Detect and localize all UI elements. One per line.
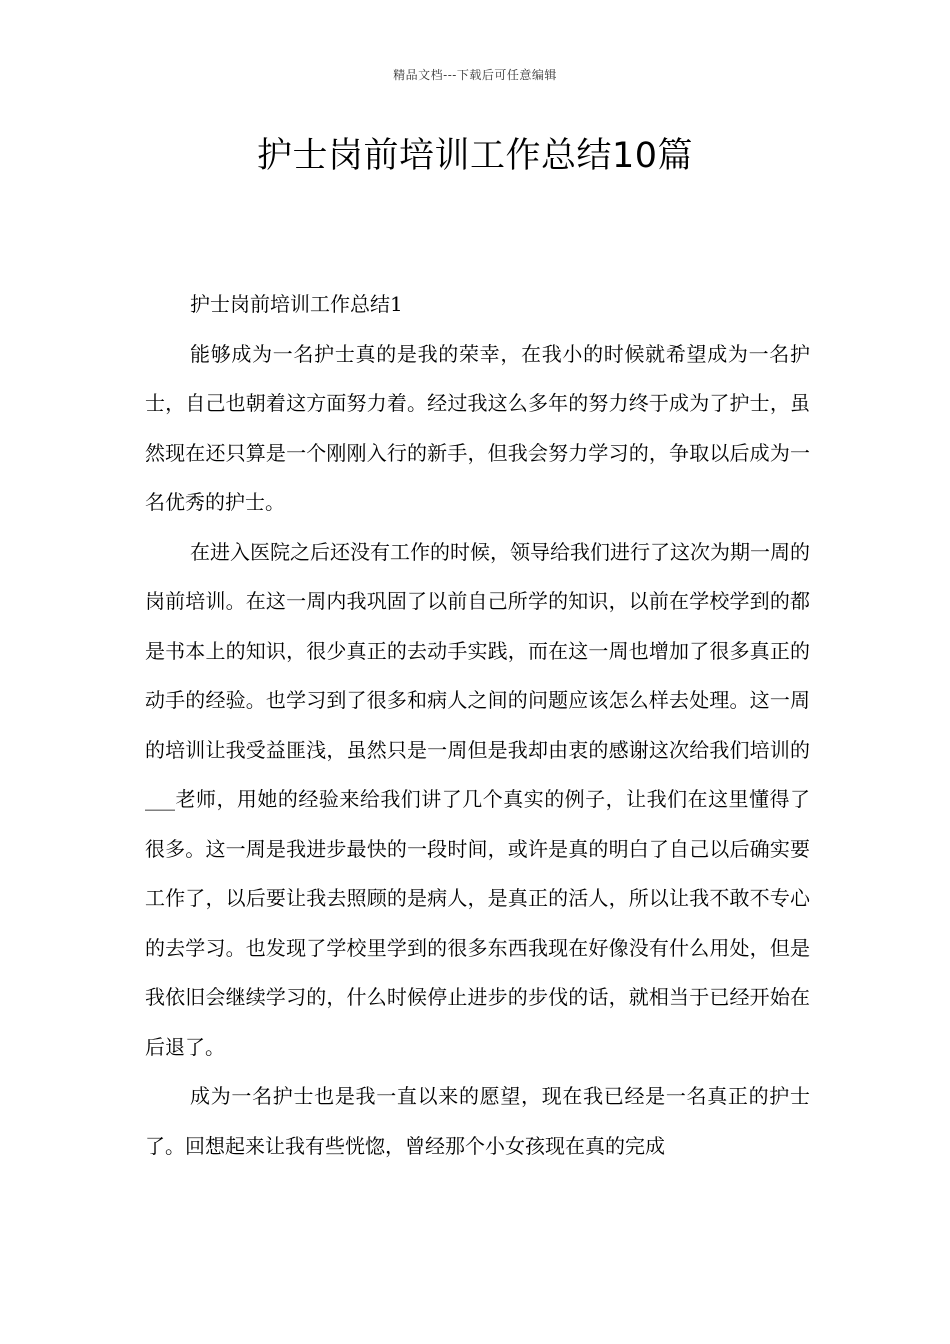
paragraph-1: 能够成为一名护士真的是我的荣幸，在我小的时候就希望成为一名护士，自己也朝着这方面努力着。经过我这么多年的努力终于成为了护士，虽然现在还只算是一个刚刚入行的新手，但我会努力学习的，争取以后成为一名优秀的护士。 <box>145 341 810 514</box>
document-body <box>145 280 810 1171</box>
header-note: 精品文档---下载后可任意编辑 <box>393 68 557 82</box>
paragraph-2: 在进入医院之后还没有工作的时候，领导给我们进行了这次为期一周的岗前培训。在这一周内我巩固了以前自己所学的知识，以前在学校学到的都是书本上的知识，很少真正的去动手实践，而在这一周也增加了很多真正的动手的经验。也学习到了很多和病人之间的问题应该怎么样去处理。这一周的培训让我受益匪浅，虽然只是一周但是我却由衷的感谢这次给我们培训的___老师，用她的经验来给我们讲了几个真实的例子，让我们在这里懂得了很多。这一周是我进步最快的一段时间，或许是真的明白了自己以后确实要工作了，以后要让我去照顾的是病人，是真正的活人，所以让我不敢不专心的去学习。也发现了学校里学到的很多东西我现在好像没有什么用处，但是我依旧会继续学习的，什么时候停止进步的步伐的话，就相当于已经开始在后退了。 <box>145 539 810 1059</box>
paragraph-3: 成为一名护士也是我一直以来的愿望，现在我已经是一名真正的护士了。回想起来让我有些恍惚，曾经那个小女孩现在真的完成 <box>145 1084 810 1158</box>
section-heading: 护士岗前培训工作总结1 <box>190 292 403 316</box>
document-title: 护士岗前培训工作总结10篇 <box>256 136 694 176</box>
